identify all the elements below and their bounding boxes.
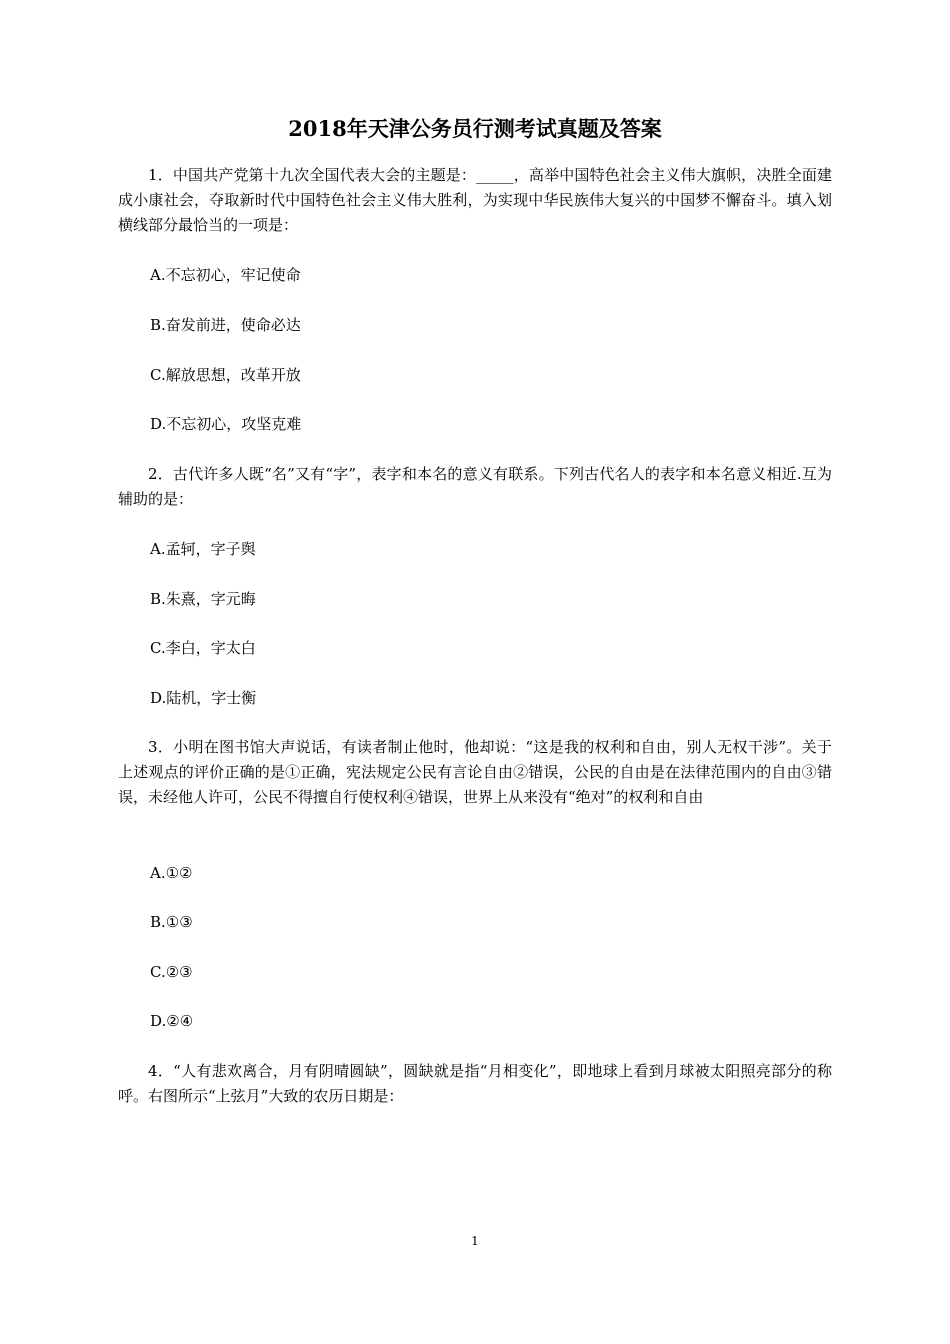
question-2-option-c: C.李白，字太白 (150, 639, 256, 657)
question-1-option-c: C.解放思想，改革开放 (150, 366, 301, 384)
question-3-option-c: C.②③ (150, 963, 193, 981)
document-title: 2018年天津公务员行测考试真题及答案 (288, 116, 662, 141)
question-2-text: 2．古代许多人既“名”又有“字”，表字和本名的意义有联系。下列古代名人的表字和本名意义相近.互为辅助的是： (118, 465, 832, 508)
question-1-option-b: B.奋发前进，使命必达 (150, 316, 301, 334)
question-1-option-d: D.不忘初心，攻坚克难 (150, 415, 302, 433)
question-2-option-d: D.陆机，字士衡 (150, 689, 257, 707)
question-4-text: 4．“人有悲欢离合，月有阴晴圆缺”，圆缺就是指“月相变化”，即地球上看到月球被太阳照亮部分的称呼。右图所示“上弦月”大致的农历日期是： (118, 1062, 832, 1105)
question-2-option-a: A.孟轲，字子舆 (150, 540, 256, 558)
question-3-option-a: A.①② (150, 864, 193, 882)
question-3-text: 3．小明在图书馆大声说话，有读者制止他时，他却说：“这是我的权利和自由，别人无权干涉”。关于上述观点的评价正确的是①正确，宪法规定公民有言论自由②错误，公民的自由是在法律范围内的自由③错误，未经他人许可，公民不得擅自行使权利④错误，世界上从来没有“绝对”的权利和自由 (118, 738, 832, 806)
question-1-option-a: A.不忘初心，牢记使命 (150, 266, 301, 284)
question-2-option-b: B.朱熹，字元晦 (150, 590, 256, 608)
question-3-option-b: B.①③ (150, 913, 193, 931)
question-1-text: 1．中国共产党第十九次全国代表大会的主题是：_____，高举中国特色社会主义伟大旗帜，决胜全面建成小康社会，夺取新时代中国特色社会主义伟大胜利，为实现中华民族伟大复兴的中国梦不懈奋斗。填入划横线部分最恰当的一项是： (118, 166, 832, 234)
question-3-option-d: D.②④ (150, 1012, 194, 1030)
page-number: 1 (471, 1234, 479, 1248)
